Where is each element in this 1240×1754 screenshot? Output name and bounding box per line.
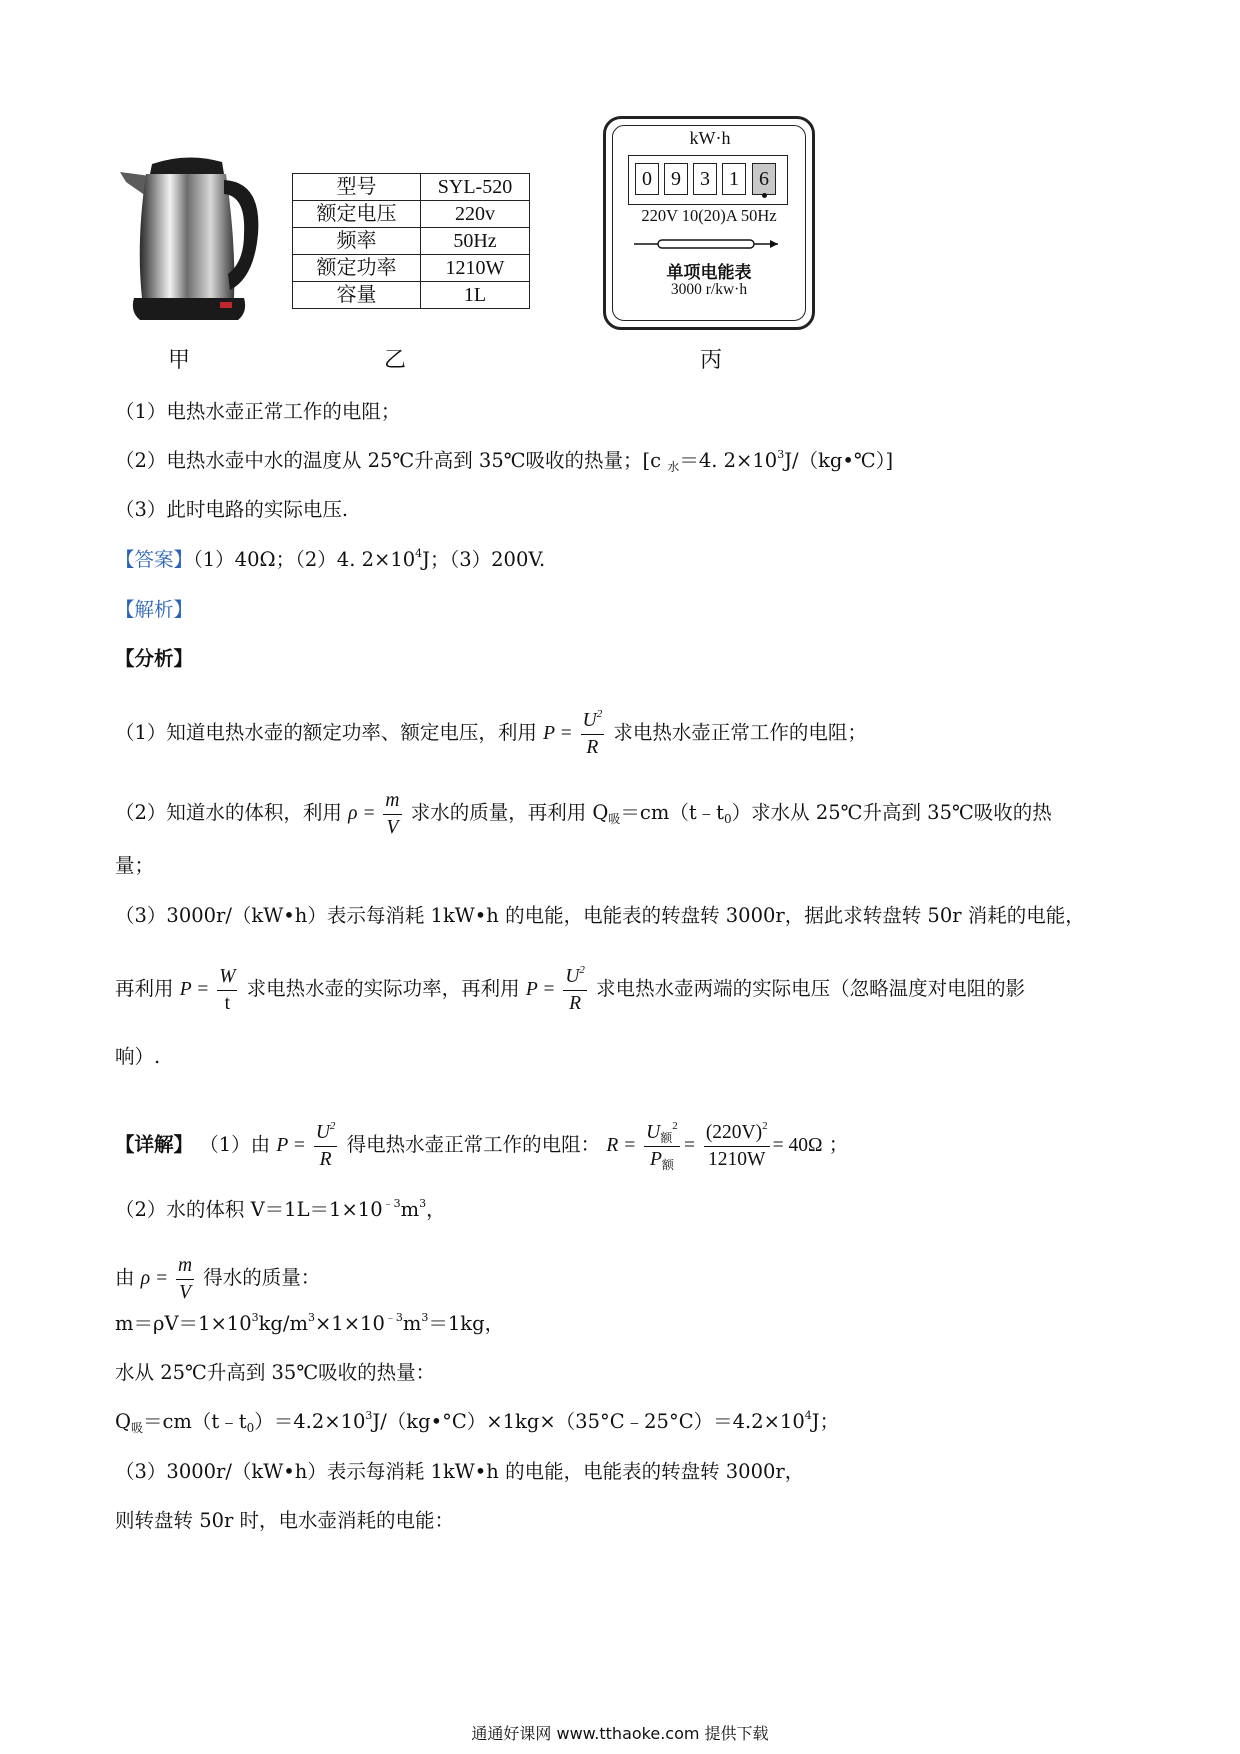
question-1: （1）电热水壶正常工作的电阻； [115,400,401,423]
detail-tag: 【详解】 [115,1132,194,1156]
figure-label-jia: 甲 [168,348,191,373]
exponent: 4 [415,547,423,560]
detail-6: $Q_吸=cm(t﹣t_0)=4.2\times 10^3J/(kg•^\circ C)\times 1kg\times(35^\circ C﹣25^\circ C)=4.2\times 10^4J$； [115,1409,840,1435]
meter-digit-decimal: 6 [752,163,776,195]
question-2-text: （2）电热水壶中水的温度从 25℃升高到 35℃吸收的热量；[c [115,449,668,472]
analysis-tag: 【解析】 [115,598,194,621]
meter-digit: 1 [722,163,746,195]
fraction: $\frac{U^2}{R}$ [582,708,603,758]
analysis-3b [115,964,1025,1017]
meter-rating: 220V 10(20)A 50Hz [641,206,777,225]
analysis-2-cont: 量； [115,854,155,877]
spec-key: 频率 [293,228,421,255]
answer-tag: 【答案】 [115,548,194,571]
analysis-text: 求电热水壶两端的实际电压（忽略温度对电阻的影 [596,976,1026,1000]
analysis-text: 再利用 [115,976,174,1000]
detail-text: 得电热水壶正常工作的电阻： [346,1132,601,1156]
question-3: （3）此时电路的实际电压. [115,498,349,521]
spec-value: 220v [421,201,530,228]
analysis-text: ＝cm（t﹣t [620,800,724,824]
analysis-text: 求水的质量，再利用 Q [410,800,609,824]
detail-8: 则转盘转 50r 时，电水壶消耗的电能： [115,1509,455,1532]
meter-dot [762,193,767,198]
answer-line [115,546,545,574]
analysis-text: 求电热水壶的实际功率，再利用 [246,976,520,1000]
spec-value: 50Hz [421,228,530,255]
formula-power: P = $\frac{U^2}{R}$ [526,979,590,1000]
meter-constant: 3000 r/kw·h [670,281,748,298]
detail-3: 由 ρ = $\frac{m}{V}$ 得水的质量： [115,1253,320,1306]
answer-text: J；（3）200V. [422,548,546,571]
spec-value: 1210W [421,255,530,282]
fraction: $\frac{U^2}{R}$ [315,1120,336,1170]
table-row [293,174,530,201]
fraction: $\frac{m}{V}$ [385,790,400,838]
analysis-text: （1）知道电热水壶的额定功率、额定电压，利用 [115,720,537,744]
analysis-text: （2）知道水的体积，利用 [115,800,342,824]
meter-name: 单项电能表 [666,263,752,283]
kettle-image [112,152,262,327]
exponent: 3 [777,448,785,461]
meter-digit: 3 [693,163,717,195]
detail-1 [115,1120,848,1173]
fraction: $\frac{W}{t}$ [219,966,236,1014]
fraction: $\frac{U^2}{R}$ [565,964,585,1014]
spec-table [292,173,530,309]
question-2-text: J/（kg•℃）] [784,449,894,472]
table-row [293,201,530,228]
table-row [293,228,530,255]
meter-unit: kW·h [689,128,731,148]
answer-text: （1）40Ω；（2）4. 2×10 [193,548,416,571]
spec-key: 容量 [293,282,421,309]
formula-density: ρ = $\frac{m}{V}$ [141,1268,197,1289]
footer-source: 通通好课网 www.tthaoke.com 提供下载 [471,1724,769,1743]
table-row [293,282,530,309]
meter-disc-icon [632,238,782,250]
spec-key: 型号 [293,174,421,201]
question-2 [115,447,893,475]
analysis-1 [115,708,867,761]
formula-power-work: P = $\frac{W}{t}$ [180,979,241,1000]
spec-key: 额定功率 [293,255,421,282]
meter-digit: 9 [664,163,688,195]
figure-label-yi: 乙 [384,348,407,373]
detail-4: $m=\rho V=1\times 10^3kg/m^3\times 1\times 10^{﹣3}m^3=1kg$， [115,1311,505,1335]
analysis-3: （3）3000r/（kW•h）表示每消耗 1kW•h 的电能，电能表的转盘转 3000r，据此求转盘转 50r 消耗的电能， [115,904,1085,927]
formula-density: ρ = $\frac{m}{V}$ [348,803,404,824]
subscript: 0 [724,811,732,826]
fraction: $\frac{U_额^2}{P_额}$ [646,1120,678,1172]
formula-power: P = $\frac{U^2}{R}$ [276,1135,340,1156]
fraction: $\frac{(220V)^2}{1210W}$ [705,1120,768,1170]
subscript: 水 [667,460,680,474]
spec-key: 额定电压 [293,201,421,228]
question-2-text: ＝4. 2×10 [679,449,778,472]
detail-5: 水从 25℃升高到 35℃吸收的热量： [115,1361,436,1384]
formula-resistance: R = $\frac{U_额^2}{P_额}$ = $\frac{(220V)^2}{1210W}$ = 40Ω [606,1120,823,1172]
detail-text: ； [828,1132,849,1156]
analysis-3-cont: 响）. [115,1045,161,1068]
analysis-2 [115,788,1052,841]
formula-power: P = $\frac{U^2}{R}$ [543,723,607,744]
detail-text: （1）由 [199,1132,271,1156]
subscript: 吸 [608,811,621,826]
meter-digit: 0 [635,163,659,195]
spec-value: 1L [421,282,530,309]
detail-2: （2）水的体积 $V=1L=1\times 10^{﹣3}m^3$， [115,1197,446,1221]
analysis-text: 求电热水壶正常工作的电阻； [613,720,867,744]
spec-value: SYL-520 [421,174,530,201]
fraction: $\frac{m}{V}$ [178,1255,193,1303]
detail-7: （3）3000r/（kW•h）表示每消耗 1kW•h 的电能，电能表的转盘转 3000r， [115,1460,805,1483]
analysis-text: ）求水从 25℃升高到 35℃吸收的热 [731,800,1052,824]
fenxi-tag: 【分析】 [115,647,194,670]
figure-label-bing: 丙 [700,348,723,373]
table-row [293,255,530,282]
